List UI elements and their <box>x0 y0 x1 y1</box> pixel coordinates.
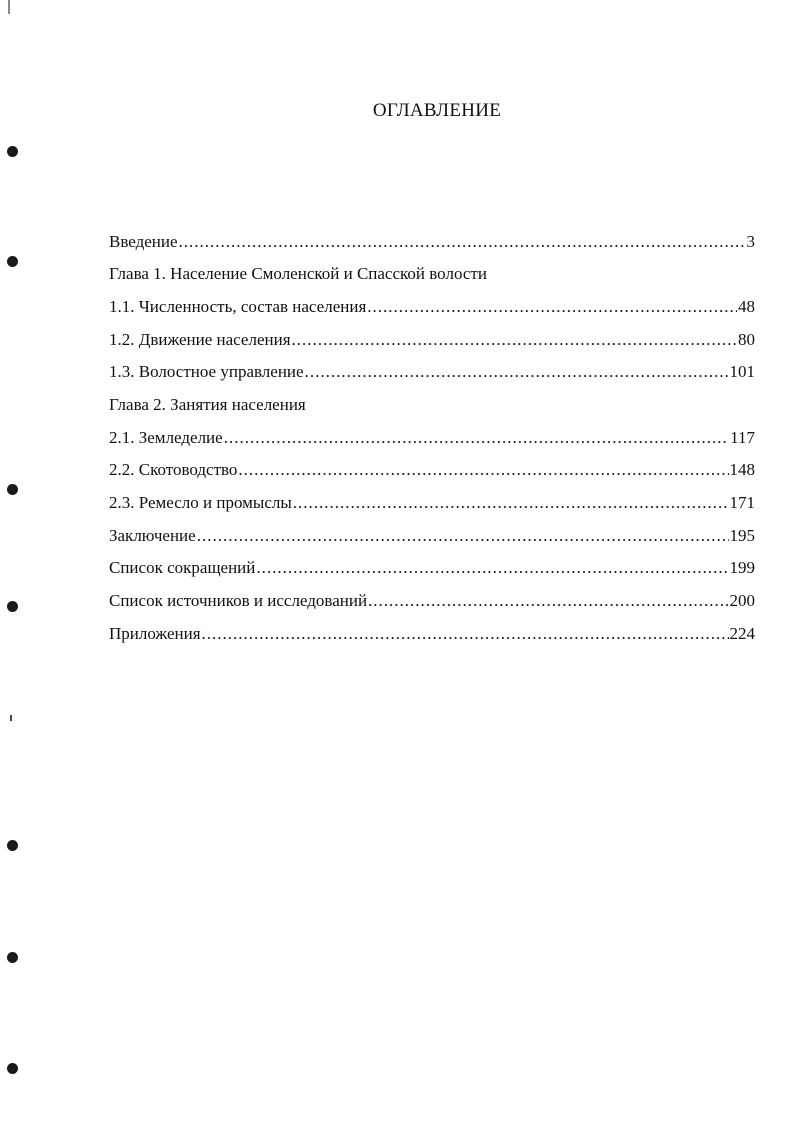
toc-entry-sources <box>109 589 755 613</box>
toc-entry-page: 200 <box>729 591 755 610</box>
binder-hole-mark <box>7 484 18 495</box>
toc-entry-1-1 <box>109 295 755 319</box>
toc-entry-label: 1.1. Численность, состав населения <box>109 297 367 316</box>
toc-entry-abbreviations <box>109 556 755 580</box>
page-title: ОГЛАВЛЕНИЕ <box>372 100 502 121</box>
toc-entry-page: 195 <box>729 526 755 545</box>
toc-entry-page: 224 <box>729 624 755 643</box>
dot-leader <box>197 524 729 548</box>
toc-entry-1-2 <box>109 328 755 352</box>
toc-chapter-2-heading <box>109 393 755 417</box>
toc-entry-label: 1.2. Движение населения <box>109 330 291 349</box>
toc-entry-conclusion <box>109 524 755 548</box>
toc-entry-label: 2.3. Ремесло и промыслы <box>109 493 292 512</box>
toc-entry-2-1 <box>109 426 755 450</box>
dot-leader <box>202 622 729 646</box>
dot-leader <box>256 556 728 580</box>
dot-leader <box>368 589 728 613</box>
toc-entry-page: 101 <box>729 362 755 381</box>
toc-entry-label: 2.2. Скотоводство <box>109 460 238 479</box>
toc-entry-label: 2.1. Земледелие <box>109 428 223 447</box>
toc-entry-page: 171 <box>729 493 755 512</box>
toc-entry-page: 48 <box>738 297 755 316</box>
toc-entry-label: Глава 1. Население Смоленской и Спасской волости <box>109 264 487 283</box>
toc-entry-label: Введение <box>109 232 178 251</box>
toc-entry-page: 117 <box>730 428 755 447</box>
toc-entry-introduction <box>109 230 755 254</box>
toc-entry-page: 148 <box>729 460 755 479</box>
toc-entry-label: Глава 2. Занятия населения <box>109 395 306 414</box>
toc-entry-page: 80 <box>738 330 755 349</box>
binder-hole-mark <box>7 256 18 267</box>
toc-entry-label: Приложения <box>109 624 201 643</box>
toc-entry-label: Заключение <box>109 526 196 545</box>
dot-leader <box>224 426 729 450</box>
binder-hole-mark <box>7 840 18 851</box>
dot-leader <box>293 491 729 515</box>
toc-entry-appendices <box>109 622 755 646</box>
binder-hole-mark <box>7 146 18 157</box>
dot-leader <box>367 295 737 319</box>
dot-leader <box>238 458 728 482</box>
binder-hole-mark <box>7 952 18 963</box>
scan-speck <box>10 715 12 721</box>
dot-leader <box>305 360 729 384</box>
toc-entry-label: Список сокращений <box>109 558 256 577</box>
toc-entry-label: Список источников и исследований <box>109 591 368 610</box>
scan-speck <box>8 0 10 14</box>
dot-leader <box>292 328 737 352</box>
toc-entry-2-3 <box>109 491 755 515</box>
dot-leader <box>179 230 746 254</box>
toc-entry-page: 199 <box>729 558 755 577</box>
toc-entry-label: 1.3. Волостное управление <box>109 362 304 381</box>
binder-hole-mark <box>7 601 18 612</box>
binder-hole-mark <box>7 1063 18 1074</box>
toc-entry-2-2 <box>109 458 755 482</box>
toc-entry-1-3 <box>109 360 755 384</box>
toc-entry-page: 3 <box>746 232 755 251</box>
toc-chapter-1-heading <box>109 262 755 286</box>
